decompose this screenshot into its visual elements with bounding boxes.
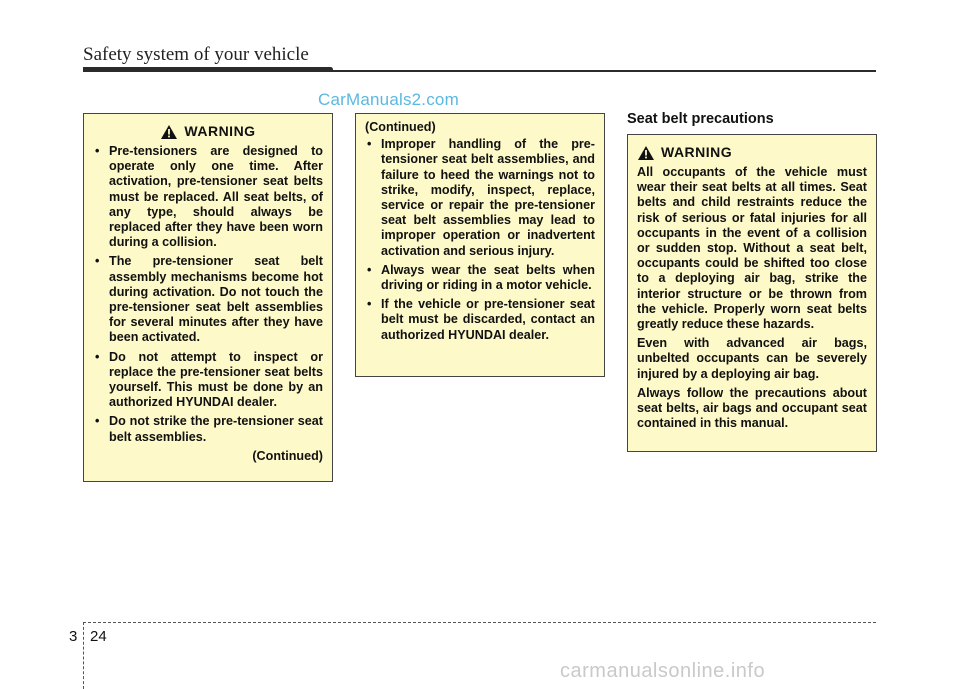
section-title: Seat belt precautions	[627, 111, 774, 127]
warning-header	[637, 145, 867, 161]
warning-list-item: • Do not strike the pre-tensioner seat belt assemblies.	[93, 414, 323, 444]
warning-label: WARNING	[184, 123, 256, 140]
warning-paragraph: Even with advanced air bags, unbelted occupants can be severely injured by a deploying air bag.	[637, 336, 867, 381]
warning-list-item: • Always wear the seat belts when driving or riding in a motor vehicle.	[365, 263, 595, 293]
warning-box-pretensioner	[83, 113, 333, 482]
header-rule-thin	[330, 70, 876, 72]
warning-list-item: • Pre-tensioners are designed to operate only one time. After activation, pre-tensioner seat belts must be replaced. All seat belts, of any type, should always be replaced after they have been worn during a collision.	[93, 144, 323, 250]
warning-box-continued	[355, 113, 605, 377]
continued-label: (Continued)	[252, 448, 323, 463]
chapter-number: 3	[69, 628, 78, 645]
warning-box-seat-belt	[627, 134, 877, 452]
warning-list-item: • Improper handling of the pre-tensioner seat belt assemblies, and failure to heed the warnings not to strike, modify, inspect, replace, service or repair the pre-tensioner seat belt assemblies may lead to improper operation or inadvertent activation and serious injury.	[365, 137, 595, 259]
watermark-top-link[interactable]: CarManuals2.com	[318, 90, 459, 109]
warning-paragraph: Always follow the precautions about seat belts, air bags and occupant seat contained in this manual.	[637, 385, 867, 431]
warning-list	[365, 137, 595, 343]
warning-list-item: • If the vehicle or pre-tensioner seat belt must be discarded, contact an authorized HYUNDAI dealer.	[365, 297, 595, 343]
warning-list-item: • Do not attempt to inspect or replace the pre-tensioner seat belts yourself. This must be done by an authorized HYUNDAI dealer.	[93, 350, 323, 411]
warning-list	[93, 144, 323, 445]
footer-vertical-rule	[83, 622, 84, 689]
footer-rule	[83, 622, 876, 623]
warning-list-item: • The pre-tensioner seat belt assembly mechanisms become hot during activation. Do not touch the pre-tensioner seat belt assemblies for several minutes after they have been activated.	[93, 254, 323, 345]
warning-triangle-icon	[160, 124, 178, 140]
warning-paragraph: All occupants of the vehicle must wear their seat belts at all times. Seat belts and child restraints reduce the risk of serious or fatal injuries for all occupants in the event of a collision or sudden stop. Without a seat belt, occupants could be shifted too close to a deploying air bag, strike the interior structure or be thrown from the vehicle. Properly worn seat belts greatly reduce these hazards.	[637, 165, 867, 332]
page-number: 24	[90, 628, 107, 645]
warning-label: WARNING	[661, 144, 733, 161]
warning-triangle-icon	[637, 145, 655, 161]
warning-header	[93, 124, 323, 140]
page-header-title: Safety system of your vehicle	[83, 44, 309, 65]
continued-label: (Continued)	[365, 120, 436, 134]
watermark-bottom-link[interactable]: carmanualsonline.info	[560, 660, 766, 682]
header-rule-thick	[83, 67, 333, 72]
